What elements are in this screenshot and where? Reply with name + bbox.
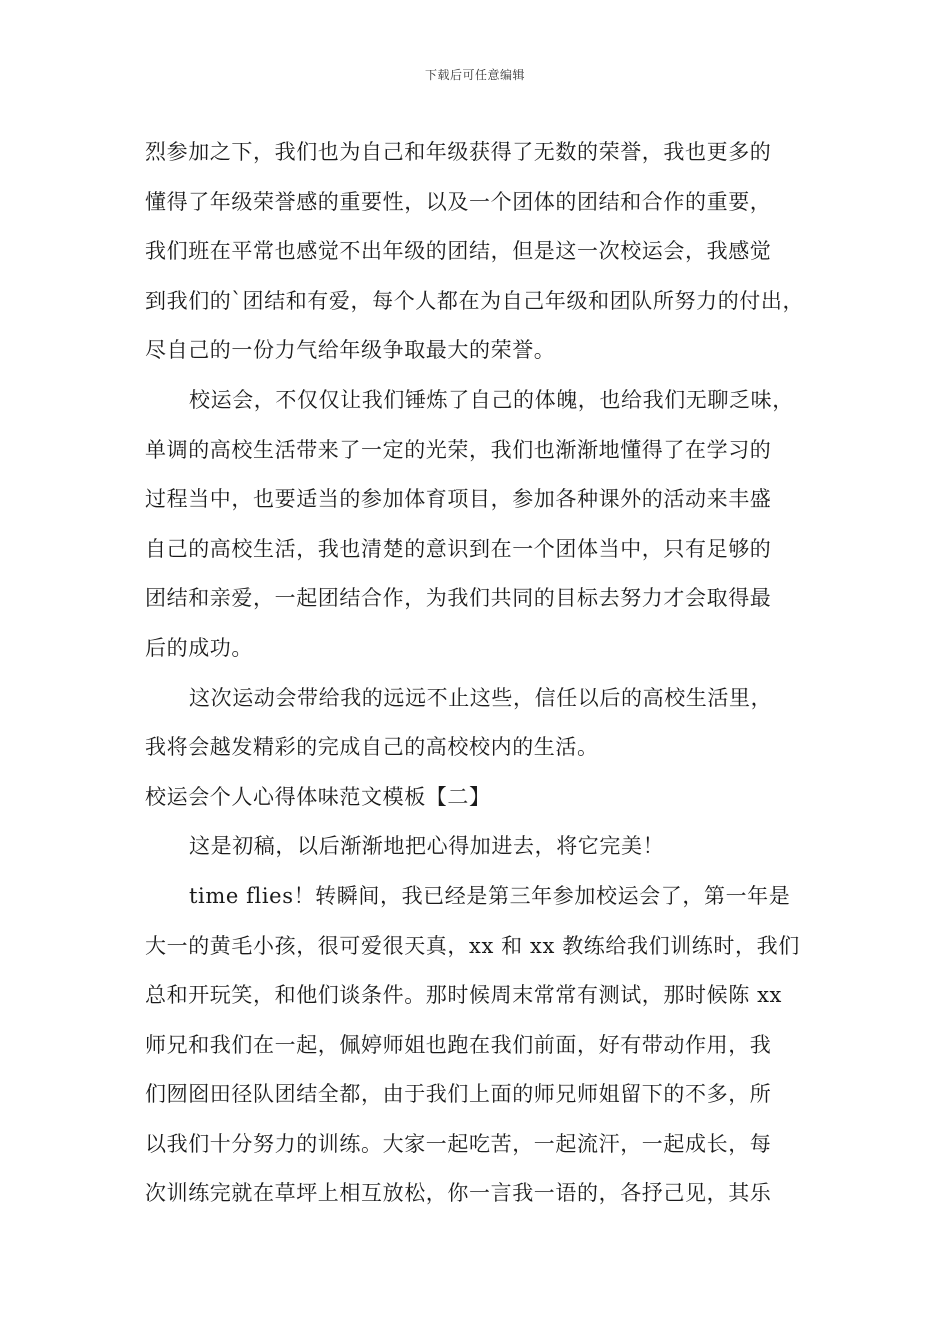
text-line: 团结和亲爱，一起团结合作，为我们共同的目标去努力才会取得最 xyxy=(145,586,772,611)
text-line: 到我们的`团结和有爱，每个人都在为自己年级和团队所努力的付出， xyxy=(145,288,805,313)
text-line: 这是初稿，以后渐渐地把心得加进去，将它完美！ xyxy=(189,834,665,859)
text-line: 烈参加之下，我们也为自己和年级获得了无数的荣誉，我也更多的 xyxy=(145,140,772,164)
text-line: 这次运动会带给我的远远不止这些，信任以后的高校生活里， xyxy=(189,685,773,710)
text-line: 我将会越发精彩的完成自己的高校校内的生活。 xyxy=(145,735,599,760)
text-line: 单调的高校生活带来了一定的光荣，我们也渐渐地懂得了在学习的 xyxy=(145,437,772,462)
section-heading: 校运会个人心得体味范文模板【二】 xyxy=(145,784,491,809)
page-header: 下载后可任意编辑 xyxy=(424,68,525,82)
text-line: 总和开玩笑，和他们谈条件。那时候周末常常有测试，那时候陈 xx xyxy=(145,983,782,1008)
text-line: 大一的黄毛小孩，很可爱很天真，xx 和 xx 教练给我们训练时，我们 xyxy=(145,933,800,958)
document-body xyxy=(145,128,825,1219)
text-line: 懂得了年级荣誉感的重要性，以及一个团体的团结和合作的重要， xyxy=(145,189,772,214)
text-line: 我们班在平常也感觉不出年级的团结，但是这一次校运会，我感觉 xyxy=(145,239,772,264)
text-line: 师兄和我们在一起，佩婷师姐也跑在我们前面，好有带动作用，我 xyxy=(145,1032,772,1057)
text-line: 次训练完就在草坪上相互放松，你一言我一语的，各抒己见，其乐 xyxy=(145,1181,772,1206)
text-line: 尽自己的一份力气给年级争取最大的荣誉。 xyxy=(145,338,556,363)
text-line: 校运会，不仅仅让我们锤炼了自己的体魄，也给我们无聊乏味， xyxy=(189,387,794,412)
text-line: 们囫囵田径队团结全都，由于我们上面的师兄师姐留下的不多，所 xyxy=(145,1082,772,1107)
text-line: 过程当中，也要适当的参加体育项目，参加各种课外的活动来丰盛 xyxy=(145,487,772,512)
text-line: 后的成功。 xyxy=(145,635,253,660)
text-line: time flies！转瞬间，我已经是第三年参加校运会了，第一年是 xyxy=(189,883,791,908)
text-line: 自己的高校生活，我也清楚的意识到在一个团体当中，只有足够的 xyxy=(145,536,772,561)
text-line: 以我们十分努力的训练。大家一起吃苦，一起流汗，一起成长，每 xyxy=(145,1131,772,1156)
